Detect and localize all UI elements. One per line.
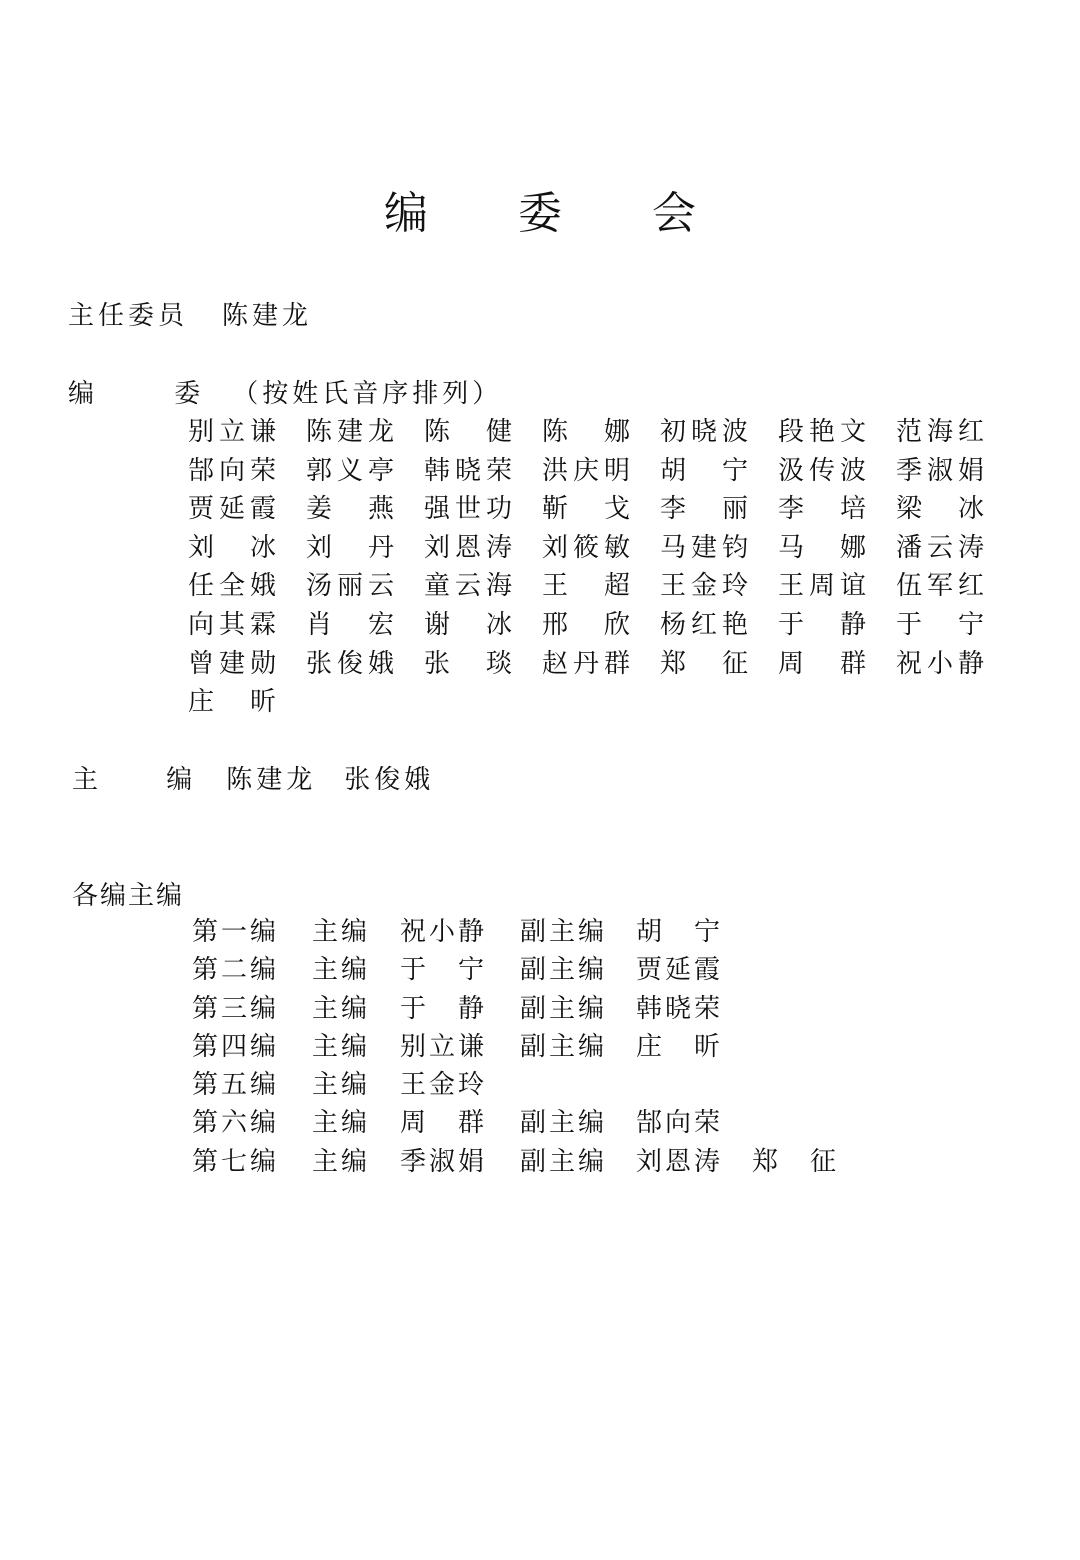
chief-label: 主编 bbox=[312, 955, 371, 986]
committee-member: 张 琰 bbox=[424, 648, 512, 679]
deputy-label: 副主编 bbox=[520, 1031, 608, 1062]
deputy-editor-name: 胡 宁 bbox=[636, 917, 720, 947]
section-editor-row bbox=[192, 916, 852, 954]
committee-member: 于 宁 bbox=[896, 609, 984, 640]
deputy-label: 副主编 bbox=[520, 955, 608, 986]
director-row bbox=[68, 300, 312, 332]
committee-member: 王 周 谊 bbox=[778, 571, 866, 602]
committee-member: 刘 筱 敏 bbox=[542, 532, 630, 563]
committee-member: 别 立 谦 bbox=[188, 417, 276, 447]
committee-member: 童 云 海 bbox=[424, 571, 512, 602]
section-editor-row bbox=[192, 1146, 852, 1184]
deputy-editor-name: 庄 昕 bbox=[636, 1031, 720, 1062]
committee-member: 谢 冰 bbox=[424, 609, 512, 640]
committee-note: （按姓氏音序排列） bbox=[232, 379, 503, 409]
committee-member: 杨 红 艳 bbox=[660, 609, 748, 640]
section-editor-row bbox=[192, 993, 852, 1031]
committee-member: 姜 燕 bbox=[306, 494, 394, 525]
section-editor-row bbox=[192, 1031, 852, 1069]
committee-member: 陈 娜 bbox=[542, 417, 630, 447]
chief-editors-label: 主 编 bbox=[72, 765, 223, 795]
deputy-label: 副主编 bbox=[520, 993, 608, 1024]
section-chief-name: 别 立 谦 bbox=[400, 1031, 484, 1062]
deputy-editor-name: 郜 向 荣 bbox=[636, 1108, 720, 1139]
committee-member: 贾 延 霞 bbox=[188, 494, 276, 525]
chief-editors-row bbox=[72, 764, 434, 796]
committee-member: 范 海 红 bbox=[896, 417, 984, 447]
chief-editor-name: 张俊娥 bbox=[344, 765, 435, 795]
section-editor-row bbox=[192, 1069, 852, 1107]
committee-member: 于 静 bbox=[778, 609, 866, 640]
deputy-label: 副主编 bbox=[520, 1146, 608, 1177]
page-title: 编 委 会 bbox=[384, 188, 734, 239]
committee-member: 梁 冰 bbox=[896, 494, 984, 525]
section-chief-name: 祝 小 静 bbox=[400, 917, 484, 947]
chief-label: 主编 bbox=[312, 1070, 371, 1101]
committee-member: 初 晓 波 bbox=[660, 417, 748, 447]
committee-member: 王 金 玲 bbox=[660, 571, 748, 602]
committee-heading bbox=[68, 378, 502, 410]
chief-label: 主编 bbox=[312, 917, 371, 947]
committee-member-list bbox=[188, 416, 993, 725]
committee-member: 赵 丹 群 bbox=[542, 648, 630, 679]
committee-member: 曾 建 勋 bbox=[188, 648, 276, 679]
committee-member: 肖 宏 bbox=[306, 609, 394, 640]
committee-member: 陈 健 bbox=[424, 417, 512, 447]
section-name: 第四编 bbox=[192, 1031, 280, 1062]
committee-member: 祝 小 静 bbox=[896, 648, 984, 679]
committee-member: 季 淑 娟 bbox=[896, 455, 984, 486]
committee-member: 陈 建 龙 bbox=[306, 417, 394, 447]
section-name: 第三编 bbox=[192, 993, 280, 1024]
director-label: 主任委员 bbox=[68, 301, 189, 331]
section-name: 第六编 bbox=[192, 1108, 280, 1139]
section-chief-name: 于 宁 bbox=[400, 955, 484, 986]
director-name: 陈建龙 bbox=[222, 301, 313, 331]
section-editor-row bbox=[192, 1107, 852, 1145]
committee-member: 郑 征 bbox=[660, 648, 748, 679]
committee-member: 庄 昕 bbox=[188, 687, 276, 718]
committee-member: 李 丽 bbox=[660, 494, 748, 525]
section-name: 第二编 bbox=[192, 955, 280, 986]
committee-member: 胡 宁 bbox=[660, 455, 748, 486]
chief-editor-name: 陈建龙 bbox=[226, 765, 317, 795]
chief-label: 主编 bbox=[312, 1031, 371, 1062]
deputy-editor-name: 韩 晓 荣 bbox=[636, 993, 720, 1024]
committee-member: 刘 冰 bbox=[188, 532, 276, 563]
committee-member: 汲 传 波 bbox=[778, 455, 866, 486]
committee-member: 王 超 bbox=[542, 571, 630, 602]
committee-member: 马 建 钧 bbox=[660, 532, 748, 563]
section-chief-name: 王 金 玲 bbox=[400, 1070, 484, 1101]
committee-member: 段 艳 文 bbox=[778, 417, 866, 447]
committee-member: 马 娜 bbox=[778, 532, 866, 563]
committee-member: 李 培 bbox=[778, 494, 866, 525]
committee-member: 韩 晓 荣 bbox=[424, 455, 512, 486]
deputy-editor-name: 郑 征 bbox=[752, 1146, 836, 1177]
section-chief-name: 于 静 bbox=[400, 993, 484, 1024]
committee-member: 邢 欣 bbox=[542, 609, 630, 640]
chief-label: 主编 bbox=[312, 1108, 371, 1139]
section-editors-list bbox=[192, 916, 852, 1184]
committee-member: 伍 军 红 bbox=[896, 571, 984, 602]
committee-member: 潘 云 涛 bbox=[896, 532, 984, 563]
committee-member: 靳 戈 bbox=[542, 494, 630, 525]
committee-label: 编 委 bbox=[68, 379, 237, 409]
chief-label: 主编 bbox=[312, 993, 371, 1024]
deputy-editor-name: 贾 延 霞 bbox=[636, 955, 720, 986]
committee-member: 周 群 bbox=[778, 648, 866, 679]
section-name: 第七编 bbox=[192, 1146, 280, 1177]
section-editor-row bbox=[192, 954, 852, 992]
committee-member: 任 全 娥 bbox=[188, 571, 276, 602]
section-name: 第一编 bbox=[192, 917, 280, 947]
deputy-editor-name: 刘 恩 涛 bbox=[636, 1146, 720, 1177]
committee-member: 刘 丹 bbox=[306, 532, 394, 563]
committee-member: 刘 恩 涛 bbox=[424, 532, 512, 563]
section-chief-name: 季 淑 娟 bbox=[400, 1146, 484, 1177]
committee-member: 强 世 功 bbox=[424, 494, 512, 525]
committee-member: 郜 向 荣 bbox=[188, 455, 276, 486]
section-editors-heading: 各编主编 bbox=[72, 881, 185, 911]
section-chief-name: 周 群 bbox=[400, 1108, 484, 1139]
deputy-label: 副主编 bbox=[520, 1108, 608, 1139]
committee-member: 张 俊 娥 bbox=[306, 648, 394, 679]
chief-label: 主编 bbox=[312, 1146, 371, 1177]
committee-member: 向 其 霖 bbox=[188, 609, 276, 640]
deputy-label: 副主编 bbox=[520, 917, 608, 947]
committee-member: 汤 丽 云 bbox=[306, 571, 394, 602]
committee-member: 郭 义 亭 bbox=[306, 455, 394, 486]
section-name: 第五编 bbox=[192, 1070, 280, 1101]
committee-member: 洪 庆 明 bbox=[542, 455, 630, 486]
